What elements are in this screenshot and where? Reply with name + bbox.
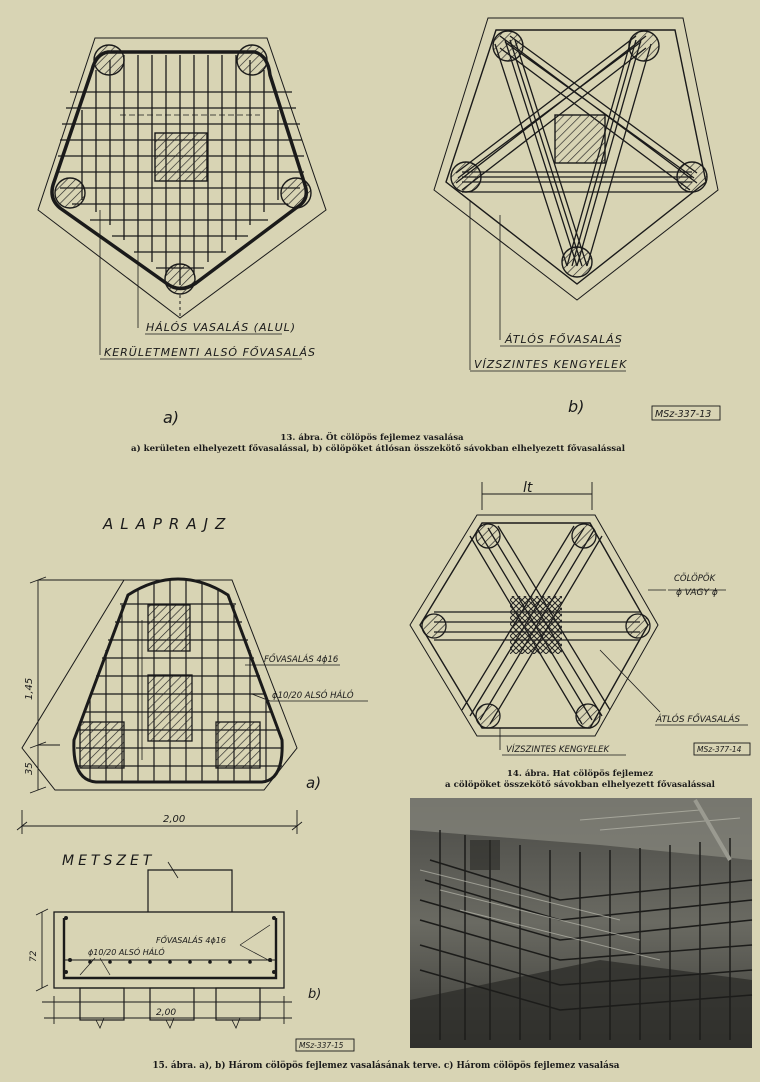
fig14-column	[510, 596, 562, 654]
fig15a-sublabel: a)	[306, 774, 322, 792]
fig14-label-stirrups: VÍZSZINTES KENGYELEK	[506, 745, 610, 755]
fig15c-photo	[410, 798, 752, 1048]
fig15b-label-main: FŐVASALÁS 4ϕ16	[156, 936, 226, 945]
fig13b-pentagon-plan	[434, 18, 718, 370]
fig13b-label-diagonal: ÁTLÓS FŐVASALÁS	[505, 333, 623, 346]
fig13b-pile	[677, 162, 707, 192]
fig13b-pile	[562, 247, 592, 277]
fig14-caption	[445, 768, 716, 790]
fig15a-label-mesh: ϕ10/20 ALSÓ HÁLÓ	[272, 691, 354, 701]
fig14-caption-subtitle: a cölöpöket összekötő sávokban elhelyezett fővasalással	[445, 780, 715, 790]
fig13b-pile	[629, 31, 659, 61]
fig15b-section	[29, 853, 354, 1051]
fig15b-sublabel: b)	[308, 987, 322, 1002]
fig13-caption	[131, 430, 626, 454]
fig13a-column	[155, 133, 207, 181]
fig14-caption-title: 14. ábra. Hat cölöpös fejlemez	[506, 769, 654, 779]
fig13b-column	[555, 115, 605, 163]
fig15a-label-main: FŐVASALÁS 4ϕ16	[264, 655, 339, 665]
fig14-label-pile-type: ϕ VAGY ϕ	[676, 588, 718, 598]
fig14-code-stamp: MSz-377-14	[697, 745, 742, 754]
fig15a-plan	[17, 515, 368, 834]
fig14-pile	[422, 614, 446, 638]
fig13b-label-stirrups: VÍZSZINTES KENGYELEK	[474, 358, 628, 371]
fig14-dim-lt: lt	[523, 480, 533, 496]
fig14-pile	[572, 524, 596, 548]
fig14-pile	[626, 614, 650, 638]
fig14-pile	[476, 704, 500, 728]
fig14-label-piles: CÖLÖPÖK	[674, 574, 716, 584]
fig15b-bar-dots	[64, 916, 276, 974]
fig13-code-stamp: MSz-337-13	[655, 409, 712, 420]
fig13-caption-subtitle: a) kerületen elhelyezett fővasalással, b) cölöpöket átlósan összekötő sávokban elhelyezett fővasalással	[131, 444, 625, 454]
fig15a-pile	[216, 722, 260, 768]
fig13a-sublabel: a)	[163, 408, 180, 427]
fig13a-pile	[55, 178, 85, 208]
fig15a-dim-offset: 35	[24, 762, 35, 775]
fig13a-pile	[237, 45, 267, 75]
fig15a-dim-height: 1,45	[24, 677, 35, 700]
fig14-label-diagonal: ÁTLÓS FŐVASALÁS	[656, 715, 741, 725]
fig13a-label-mesh: HÁLÓS VASALÁS (ALUL)	[146, 321, 297, 334]
fig13-caption-title: 13. ábra. Öt cölöpös fejlemez vasalása	[280, 433, 464, 443]
fig15a-dim-width: 2,00	[163, 814, 186, 825]
fig15a-pile	[80, 722, 124, 768]
fig15a-pile	[148, 605, 190, 651]
fig15-section-title: METSZET	[62, 853, 156, 869]
fig13a-labels	[100, 321, 316, 427]
fig15-caption: 15. ábra. a), b) Három cölöpös fejlemez vasalásának terve. c) Három cölöpös fejlemez vasalása	[152, 1061, 620, 1071]
fig13a-label-perimeter: KERÜLETMENTI ALSÓ FŐVASALÁS	[104, 346, 317, 359]
fig15-plan-title: ALAPRAJZ	[103, 515, 233, 533]
fig15b-dim-width: 2,00	[156, 1008, 177, 1018]
fig15b-dimensions	[36, 909, 292, 1024]
fig15b-dim-depth: 72	[29, 950, 39, 962]
fig15a-column	[148, 675, 192, 741]
fig13a-pile	[281, 178, 311, 208]
fig14-pile	[576, 704, 600, 728]
fig14-hexagon-plan	[410, 480, 666, 750]
fig13b-pile	[493, 31, 523, 61]
fig13b-labels	[470, 332, 720, 420]
fig14-pile	[476, 524, 500, 548]
fig15b-label-mesh: ϕ10/20 ALSÓ HÁLÓ	[88, 948, 165, 957]
fig13b-pile	[451, 162, 481, 192]
fig15-code-stamp: MSz-337-15	[299, 1041, 344, 1050]
fig13a-pile	[165, 264, 195, 294]
fig13a-pile	[94, 45, 124, 75]
fig13b-sublabel: b)	[568, 397, 585, 416]
fig13a-pentagon-plan	[38, 38, 326, 355]
